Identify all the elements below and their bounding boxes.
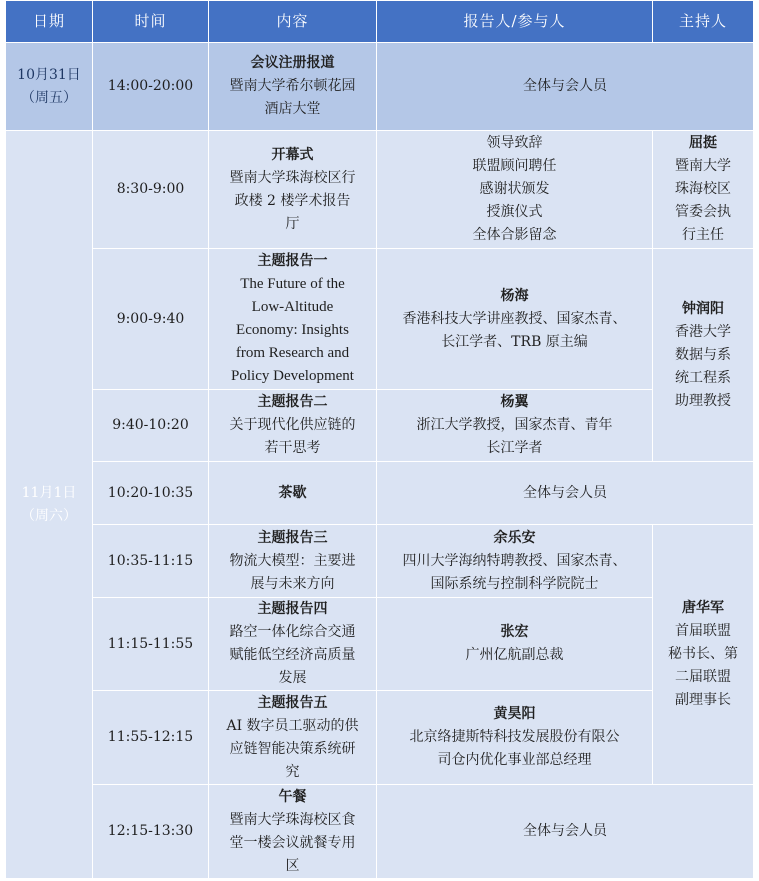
table-row <box>6 785 754 879</box>
agenda-item: 全体合影留念 <box>472 227 557 243</box>
speaker-title-line: 国际系统与控制科学院院士 <box>430 575 599 592</box>
host-title-line: 暨南大学 <box>675 158 731 174</box>
session-title: 主题报告三 <box>257 529 328 546</box>
host-title-line: 首届联盟 <box>675 623 731 639</box>
time-cell: 11:55-12:15 <box>93 691 209 785</box>
content-line: AI 数字员工驱动的供 <box>226 717 359 734</box>
speaker-title-line: 北京络捷斯特科技发展股份有限公 <box>409 729 620 745</box>
speaker-cell <box>377 390 653 462</box>
speaker-title-line: 浙江大学教授，国家杰青、青年 <box>416 417 613 433</box>
content-cell <box>209 249 377 390</box>
host-name: 唐华军 <box>682 600 724 616</box>
content-line: 厅 <box>285 215 300 232</box>
speaker-cell <box>377 691 653 785</box>
table-row <box>6 249 754 390</box>
content-cell <box>209 785 377 879</box>
speaker-title-line: 香港科技大学讲座教授、国家杰青、 <box>402 310 627 327</box>
host-title-line: 二届联盟 <box>675 669 731 685</box>
table-row <box>6 691 754 785</box>
content-cell <box>209 462 377 525</box>
speaker-title-line: 长江学者 <box>486 440 543 456</box>
speaker-title-line: 司仓内优化事业部总经理 <box>437 752 592 768</box>
session-title: 主题报告一 <box>257 253 328 269</box>
speaker-cell: 全体与会人员 <box>377 462 754 525</box>
agenda-item: 授旗仪式 <box>486 204 543 220</box>
content-line: from Research and <box>235 345 350 361</box>
header-date: 日期 <box>6 1 93 43</box>
host-title-line: 行主任 <box>682 227 724 243</box>
content-cell <box>209 525 377 598</box>
speaker-name: 余乐安 <box>493 529 536 546</box>
session-title: 开幕式 <box>271 146 314 163</box>
host-cell <box>653 525 754 785</box>
content-line: 政楼 2 楼学术报告 <box>234 192 351 209</box>
content-line: 物流大模型：主要进 <box>229 552 356 569</box>
content-line: 暨南大学珠海校区食 <box>229 811 356 828</box>
table-row <box>6 43 754 131</box>
host-title-line: 香港大学 <box>675 323 731 340</box>
speaker-cell <box>377 131 653 249</box>
content-line: Low-Altitude <box>251 299 334 315</box>
time-cell: 9:00-9:40 <box>93 249 209 390</box>
time-cell: 10:35-11:15 <box>93 525 209 598</box>
host-title-line: 珠海校区 <box>675 181 731 197</box>
agenda-item: 感谢状颁发 <box>479 181 550 197</box>
content-line: 酒店大堂 <box>264 101 321 117</box>
session-title: 主题报告五 <box>257 694 328 711</box>
speaker-title-line: 四川大学海纳特聘教授、国家杰青、 <box>402 552 627 569</box>
table-row <box>6 525 754 598</box>
speaker-cell: 全体与会人员 <box>377 785 754 879</box>
speaker-name: 杨海 <box>500 287 529 304</box>
content-line: 暨南大学珠海校区行 <box>229 169 356 186</box>
speaker-name: 杨翼 <box>500 394 529 410</box>
speaker-title-line: 长江学者、TRB 原主编 <box>441 333 588 350</box>
date-text: 11月1日 <box>21 484 77 501</box>
speaker-cell: 全体与会人员 <box>377 43 754 131</box>
speaker-name: 张宏 <box>500 624 529 640</box>
time-cell: 12:15-13:30 <box>93 785 209 879</box>
session-title: 主题报告二 <box>257 394 328 410</box>
content-line: 若干思考 <box>264 440 321 456</box>
content-line: Policy Development <box>231 368 354 384</box>
content-line: 暨南大学希尔顿花园 <box>229 78 356 94</box>
host-title-line: 统工程系 <box>675 369 731 386</box>
content-cell <box>209 691 377 785</box>
time-cell: 8:30-9:00 <box>93 131 209 249</box>
host-cell <box>653 131 754 249</box>
host-title-line: 秘书长、第 <box>668 646 738 662</box>
session-title: 会议注册报道 <box>250 55 335 71</box>
content-line: 究 <box>285 763 300 780</box>
content-line: 赋能低空经济高质量 <box>229 647 356 663</box>
table-row <box>6 131 754 249</box>
host-cell <box>653 249 754 462</box>
host-title-line: 副理事长 <box>675 692 731 708</box>
header-content: 内容 <box>209 1 377 43</box>
time-cell: 9:40-10:20 <box>93 390 209 462</box>
content-line: 堂一楼会议就餐专用 <box>229 834 356 851</box>
time-cell: 11:15-11:55 <box>93 598 209 691</box>
content-line: 路空一体化综合交通 <box>229 624 356 640</box>
content-cell <box>209 390 377 462</box>
session-title: 茶歇 <box>278 484 307 501</box>
header-time: 时间 <box>93 1 209 43</box>
date-cell-nov1 <box>6 131 93 879</box>
table-row <box>6 462 754 525</box>
agenda-item: 领导致辞 <box>486 135 543 151</box>
header-host: 主持人 <box>653 1 754 43</box>
host-title-line: 管委会执 <box>675 204 731 220</box>
table-row <box>6 598 754 691</box>
speaker-cell <box>377 525 653 598</box>
host-title-line: 助理教授 <box>675 392 731 409</box>
agenda-item: 联盟顾问聘任 <box>472 158 557 174</box>
host-title-line: 数据与系 <box>675 346 731 363</box>
header-row <box>6 1 754 43</box>
content-cell <box>209 598 377 691</box>
content-cell <box>209 131 377 249</box>
speaker-cell <box>377 598 653 691</box>
date-cell-oct31 <box>6 43 93 131</box>
content-line: 展与未来方向 <box>250 575 335 592</box>
speaker-title-line: 广州亿航副总裁 <box>465 647 564 663</box>
time-cell: 14:00-20:00 <box>93 43 209 131</box>
header-speaker: 报告人/参与人 <box>377 1 653 43</box>
host-name: 屈挺 <box>689 135 717 151</box>
weekday-text: （周六） <box>21 507 77 524</box>
content-line: 关于现代化供应链的 <box>229 417 356 433</box>
session-title: 主题报告四 <box>257 601 328 617</box>
content-line: 应链智能决策系统研 <box>229 740 356 757</box>
content-line: 发展 <box>278 670 307 686</box>
content-line: The Future of the <box>240 276 345 292</box>
content-cell <box>209 43 377 131</box>
table-row <box>6 390 754 462</box>
session-title: 午餐 <box>278 788 307 805</box>
time-cell: 10:20-10:35 <box>93 462 209 525</box>
date-text: 10月31日 <box>17 66 81 83</box>
content-line: Economy: Insights <box>236 322 349 338</box>
speaker-name: 黄昊阳 <box>493 706 536 722</box>
host-name: 钟润阳 <box>682 300 724 317</box>
schedule-table <box>5 0 754 879</box>
weekday-text: （周五） <box>21 89 77 106</box>
speaker-cell <box>377 249 653 390</box>
content-line: 区 <box>285 857 300 874</box>
